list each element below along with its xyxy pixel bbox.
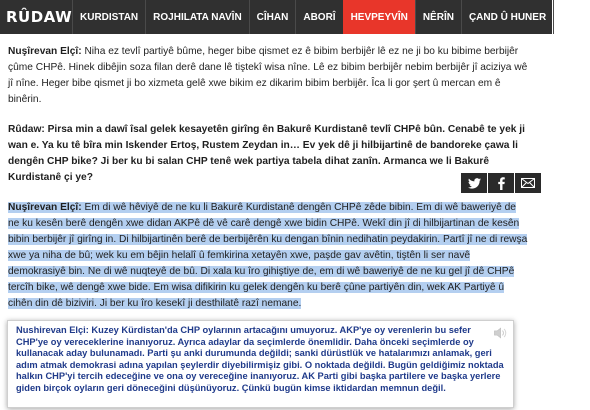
twitter-icon: [468, 178, 481, 189]
answer-text-selected: Em di wê hêviyê de ne ku li Bakurê Kurdistanê dengên CHPê zêde bibin. Em di wê baweriyê de ne ku kesên berê dengên xwe didan AKPê dê vê carê dengê xwe bidin CHPê. Wekî din jî di hilbijartinan de kesên bibin berbijêr jî girîng in. Di hilbijartinên berê de berbijêrên ku dengan bînin nedihatin peydakirin. Partî jî ne di rewşa xwe ya niha de bû; wek ku em bêjin helalî û femkirina xetayên xwe, paşde gav avêtin, tiştên li ser navê demokrasiyê bin. Ne di wê nuqteyê de bû. Di xala ku îro gihiştiye de, em di wê baweriyê de ne ku gel jî dê CHPê tercîh bike, wê dengê xwe bide. Em wisa difikirin ku gelek dengên ku berê çûne partiyên din, wek AK Partiyê û cihên din dê biziviri. Ji ber ku îro kesekî ji desthilatê razî nemane.: [8, 202, 528, 309]
nav-item-st-l[interactable]: STÎL: [553, 0, 590, 34]
nav-item-and-huner[interactable]: ÇAND Û HUNER: [461, 0, 553, 34]
speaker-name: Nuşîrevan Elçî:: [8, 46, 82, 57]
article-body: [8, 44, 530, 326]
answer-paragraph-2[interactable]: [8, 200, 530, 312]
facebook-share-button[interactable]: [488, 173, 514, 193]
nav-item-c-han[interactable]: CÎHAN: [249, 0, 296, 34]
nav-item-rojhilata-nav-n[interactable]: ROJHILATA NAVÎN: [145, 0, 249, 34]
translation-popup: [7, 320, 514, 408]
email-share-button[interactable]: [515, 173, 541, 193]
twitter-share-button[interactable]: [461, 173, 487, 193]
top-navigation: [0, 0, 583, 34]
translation-text: Nushirevan Elçi: Kuzey Kürdistan'da CHP oylarının artacağını umuyoruz. AKP'ye oy verenlerin bu sefer CHP'ye oy vereceklerine inanıyoruz. Ayrıca adaylar da seçimlerde önemlidir. Daha önceki seçimlerde oy kullanacak aday bulunamadı. Parti şu anki durumunda değildi; sanki dürüstlük ve hatalarımızı anlamak, geri adım atmak demokrasi adına yapılan şeylerdir diyebilirmişiz gibi. O noktada değildi. Bugün geldiğimiz noktada halkın CHP'yi tercih edeceğine ve ona oy vereceğine inanıyoruz. AK Parti gibi başka partilere ve başka yerlere giden birçok oyların geri döneceğini düşünüyoruz. Çünkü bugün kimse iktidardan memnun değil.: [16, 325, 504, 393]
nav-item-hevpeyv-n[interactable]: HEVPEYVÎN: [343, 0, 415, 34]
facebook-icon: [498, 177, 505, 190]
share-toolbar: [460, 173, 541, 193]
speaker-icon[interactable]: [493, 326, 507, 340]
answer-text: Niha ez tevlî partiyê bûme, heger bibe qismet ez ê bibim berbijêr lê ez ne ji bo ku bibime berbijêr çûme CHPê. Hinek dibêjin soza filan derê dane lê tiştekî wisa nîne. Lê ez bibim berbijêr nebim berbijêr jî aciziya wê jî nîne. Heger bibe qismet ji bo xizmeta gelê xwe bikim ez dikarim bibim berbijêr. Îca li gor şert û mercan em ê binêrin.: [8, 46, 528, 105]
speaker-name: Nuşîrevan Elçî:: [8, 202, 82, 213]
answer-paragraph-1: [8, 44, 530, 108]
logo-text: RÛDAW: [6, 8, 73, 26]
nav-menu: [72, 0, 590, 34]
question-paragraph: Rûdaw: Pirsa min a dawî îsal gelek kesayetên girîng ên Bakurê Kurdistanê tevlî CHPê bûn. Cenabê te yek ji wan e. Ya ku tê bîra min Iskender Ertoş, Rustem Zeydan in… Ev yek dê ji hilbijartinê de bandoreke çawa li dengên CHP bike? Ji ber ku bi salan CHP tenê wek partiya tabela dihat zanîn. Armanca we li Bakurê Kurdistanê çi ye?: [8, 124, 525, 183]
nav-item-abor[interactable]: ABORÎ: [295, 0, 342, 34]
rudaw-logo[interactable]: [0, 0, 72, 34]
nav-item-kurdistan[interactable]: KURDISTAN: [72, 0, 145, 34]
nav-item-n-r-n[interactable]: NÊRÎN: [415, 0, 461, 34]
mail-icon: [521, 178, 535, 188]
